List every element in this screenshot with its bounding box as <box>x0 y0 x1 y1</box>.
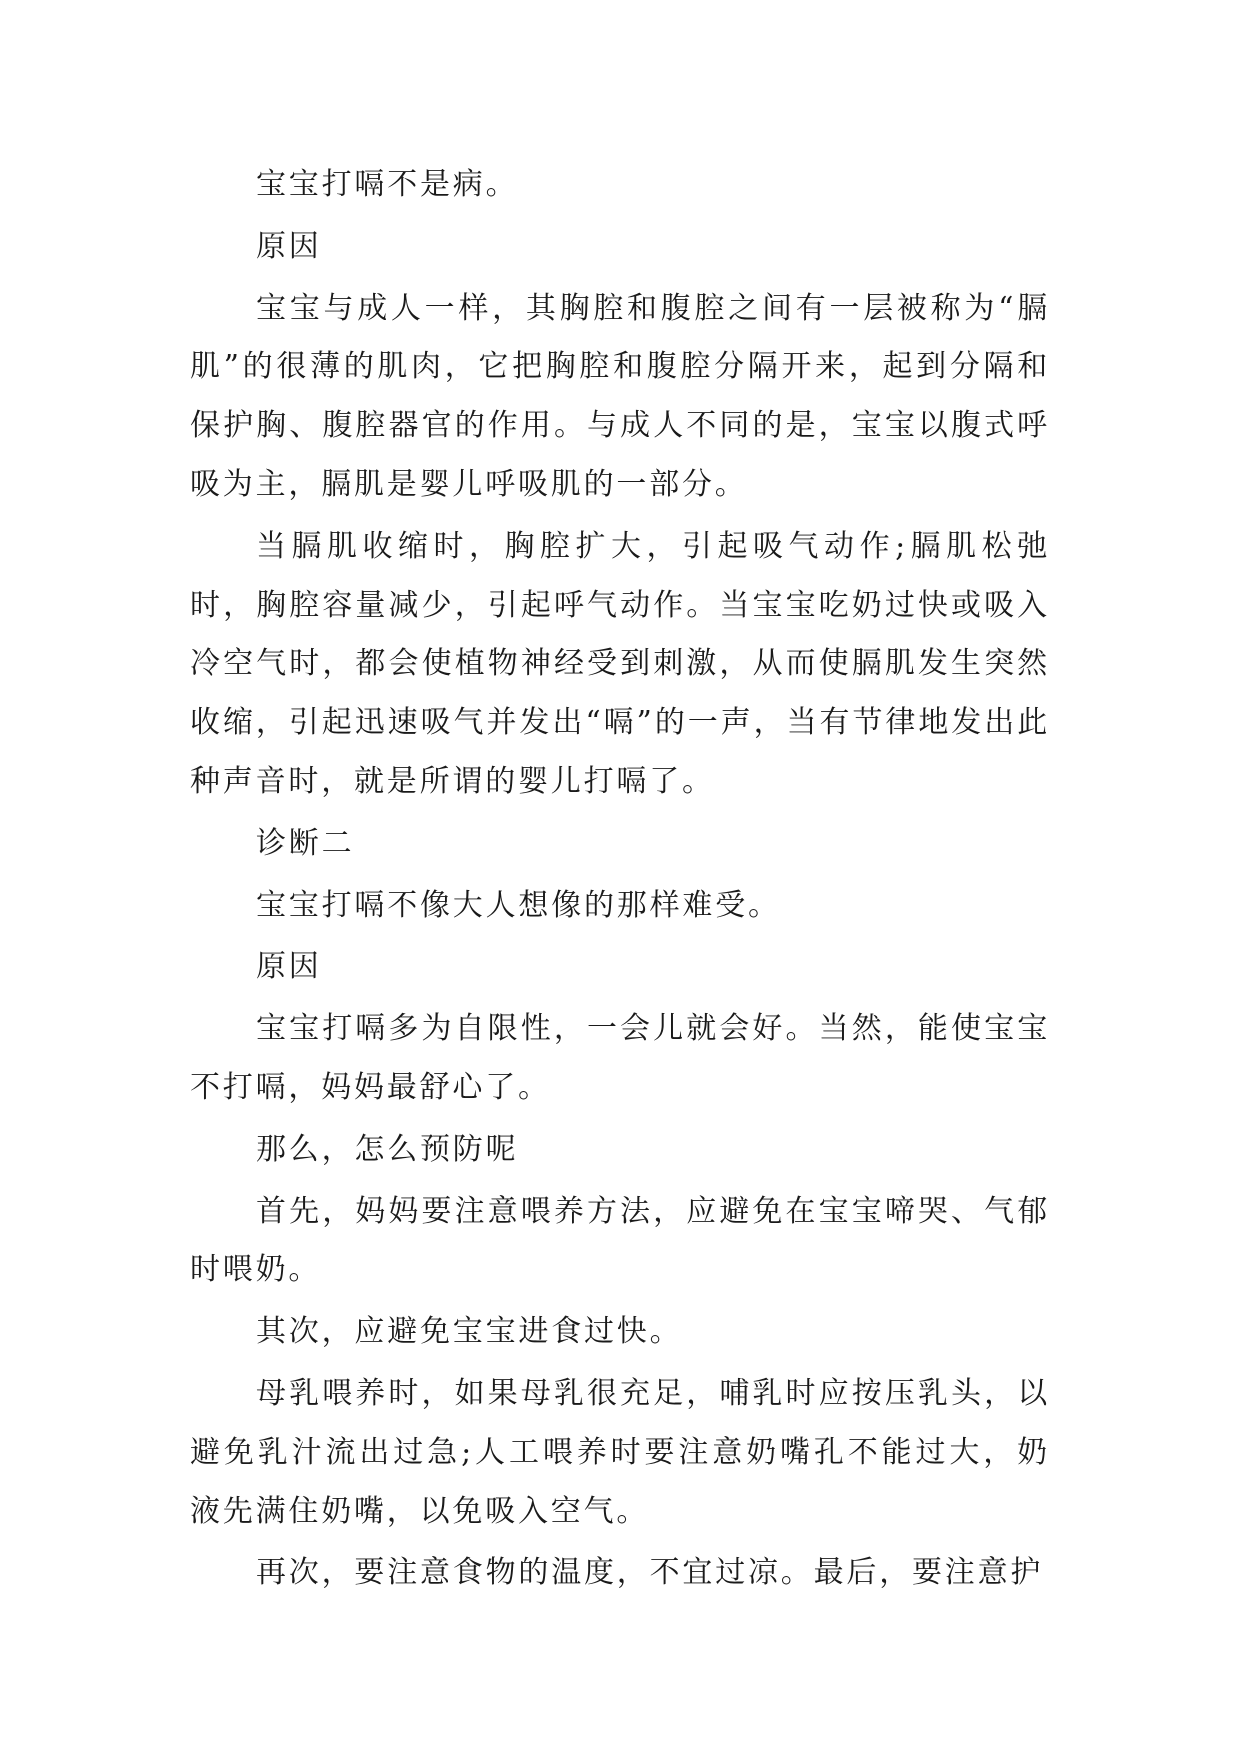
paragraph-heading-reason-1: 原因 <box>256 228 322 264</box>
paragraph-hiccup-mechanism: 当膈肌收缩时，胸腔扩大，引起吸气动作;膈肌松弛时，胸腔容量减少，引起呼气动作。当宝宝吃奶过快或吸入冷空气时，都会使植物神经受到刺激，从而使膈肌发生突然收缩，引起迅速吸气并发出“嗝”的一声，当有节律地发出此种声音时，就是所谓的婴儿打嗝了。 <box>190 528 1050 799</box>
paragraph-third-tip: 再次，要注意食物的温度，不宜过凉。最后，要注意护 <box>256 1555 1044 1591</box>
paragraph-feeding-tip: 母乳喂养时，如果母乳很充足，哺乳时应按压乳头，以避免乳汁流出过急;人工喂养时要注意奶嘴孔不能过大，奶液先满住奶嘴，以免吸入空气。 <box>190 1375 1050 1529</box>
paragraph-heading-reason-2: 原因 <box>256 949 322 985</box>
paragraph-second-tip: 其次，应避免宝宝进食过快。 <box>256 1314 683 1350</box>
paragraph-first-tip: 首先，妈妈要注意喂养方法，应避免在宝宝啼哭、气郁时喂奶。 <box>190 1193 1050 1288</box>
document-body <box>190 156 1050 1603</box>
paragraph-heading-prevention: 那么，怎么预防呢 <box>256 1131 519 1167</box>
paragraph-self-limiting: 宝宝打嗝多为自限性，一会儿就会好。当然，能使宝宝不打嗝，妈妈最舒心了。 <box>190 1011 1050 1105</box>
paragraph-statement-1: 宝宝打嗝不是病。 <box>256 167 519 202</box>
paragraph-diaphragm-explanation: 宝宝与成人一样，其胸腔和腹腔之间有一层被称为“膈肌”的很薄的肌肉，它把胸腔和腹腔分隔开来，起到分隔和保护胸、腹腔器官的作用。与成人不同的是，宝宝以腹式呼吸为主，膈肌是婴儿呼吸肌的一部分。 <box>190 290 1050 502</box>
paragraph-statement-2: 宝宝打嗝不像大人想像的那样难受。 <box>256 887 781 923</box>
paragraph-heading-diagnosis-2: 诊断二 <box>256 825 355 861</box>
